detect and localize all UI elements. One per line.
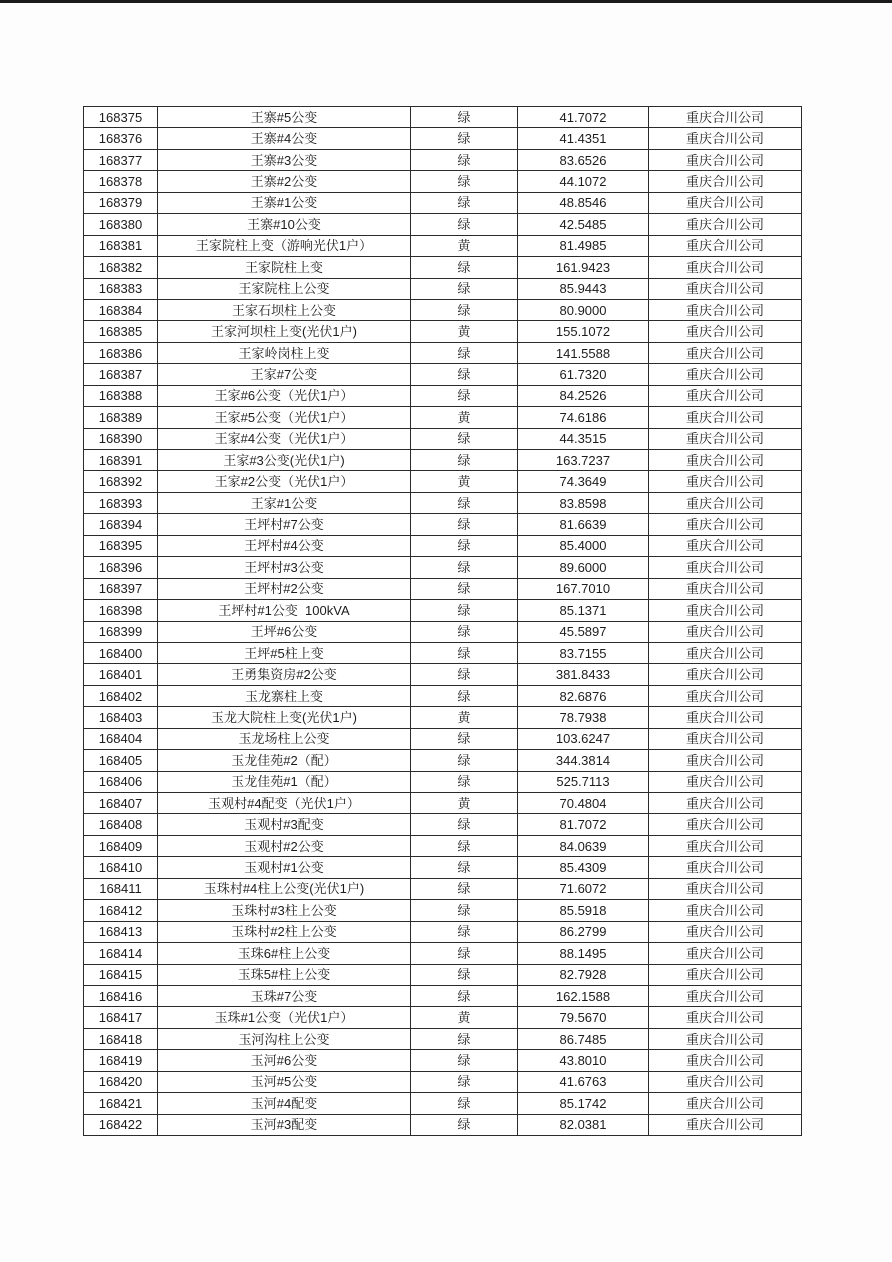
cell-status: 绿 [411,364,518,385]
cell-value: 344.3814 [518,750,649,771]
cell-value: 83.6526 [518,149,649,170]
cell-company: 重庆合川公司 [649,600,802,621]
cell-company: 重庆合川公司 [649,771,802,792]
table-row [84,107,802,128]
cell-id: 168386 [84,342,158,363]
cell-value: 83.7155 [518,642,649,663]
table-row [84,364,802,385]
cell-id: 168413 [84,921,158,942]
table-row [84,535,802,556]
cell-value: 525.7113 [518,771,649,792]
table-row [84,1093,802,1114]
cell-status: 黄 [411,235,518,256]
cell-company: 重庆合川公司 [649,450,802,471]
table-row [84,707,802,728]
cell-status: 绿 [411,900,518,921]
cell-status: 绿 [411,578,518,599]
cell-company: 重庆合川公司 [649,407,802,428]
cell-company: 重庆合川公司 [649,278,802,299]
table-row [84,878,802,899]
cell-id: 168414 [84,943,158,964]
cell-value: 42.5485 [518,214,649,235]
cell-company: 重庆合川公司 [649,321,802,342]
cell-value: 45.5897 [518,621,649,642]
cell-company: 重庆合川公司 [649,1007,802,1028]
cell-value: 85.9443 [518,278,649,299]
cell-status: 绿 [411,107,518,128]
cell-name: 王家#3公变(光伏1户) [158,450,411,471]
cell-name: 王坪#6公变 [158,621,411,642]
cell-company: 重庆合川公司 [649,1114,802,1135]
cell-company: 重庆合川公司 [649,299,802,320]
cell-id: 168384 [84,299,158,320]
cell-status: 绿 [411,557,518,578]
table-row [84,407,802,428]
cell-name: 王坪村#2公变 [158,578,411,599]
table-row [84,514,802,535]
cell-status: 绿 [411,985,518,1006]
cell-value: 141.5588 [518,342,649,363]
table-row [84,257,802,278]
cell-name: 玉珠村#4柱上公变(光伏1户) [158,878,411,899]
cell-id: 168421 [84,1093,158,1114]
cell-id: 168418 [84,1028,158,1049]
cell-value: 155.1072 [518,321,649,342]
table-row [84,750,802,771]
cell-value: 81.6639 [518,514,649,535]
cell-company: 重庆合川公司 [649,985,802,1006]
cell-name: 玉珠6#柱上公变 [158,943,411,964]
cell-id: 168377 [84,149,158,170]
cell-id: 168401 [84,664,158,685]
cell-status: 绿 [411,964,518,985]
cell-name: 玉龙寨柱上变 [158,685,411,706]
cell-name: 王家#1公变 [158,492,411,513]
cell-status: 绿 [411,299,518,320]
cell-name: 王寨#2公变 [158,171,411,192]
cell-company: 重庆合川公司 [649,900,802,921]
cell-name: 王家院柱上变（游响光伏1户） [158,235,411,256]
cell-status: 黄 [411,471,518,492]
table-row [84,385,802,406]
cell-company: 重庆合川公司 [649,707,802,728]
cell-value: 162.1588 [518,985,649,1006]
cell-value: 85.5918 [518,900,649,921]
cell-id: 168393 [84,492,158,513]
cell-status: 黄 [411,793,518,814]
table-body [84,107,802,1136]
cell-company: 重庆合川公司 [649,128,802,149]
cell-value: 82.0381 [518,1114,649,1135]
cell-company: 重庆合川公司 [649,878,802,899]
cell-name: 玉珠5#柱上公变 [158,964,411,985]
cell-value: 41.4351 [518,128,649,149]
table-row [84,642,802,663]
table-row [84,771,802,792]
cell-id: 168411 [84,878,158,899]
cell-status: 绿 [411,514,518,535]
cell-status: 绿 [411,1028,518,1049]
cell-status: 绿 [411,1093,518,1114]
cell-name: 王寨#4公变 [158,128,411,149]
cell-status: 黄 [411,707,518,728]
cell-company: 重庆合川公司 [649,149,802,170]
cell-id: 168409 [84,835,158,856]
cell-name: 王坪村#3公变 [158,557,411,578]
cell-value: 85.1742 [518,1093,649,1114]
table-row [84,835,802,856]
cell-name: 玉珠#1公变（光伏1户） [158,1007,411,1028]
cell-name: 王寨#1公变 [158,192,411,213]
cell-status: 绿 [411,814,518,835]
cell-id: 168412 [84,900,158,921]
cell-id: 168387 [84,364,158,385]
table-row [84,921,802,942]
cell-value: 70.4804 [518,793,649,814]
cell-value: 89.6000 [518,557,649,578]
cell-name: 王勇集资房#2公变 [158,664,411,685]
table-row [84,471,802,492]
cell-name: 玉观村#2公变 [158,835,411,856]
cell-value: 61.7320 [518,364,649,385]
cell-company: 重庆合川公司 [649,535,802,556]
cell-status: 绿 [411,492,518,513]
cell-company: 重庆合川公司 [649,1093,802,1114]
cell-id: 168422 [84,1114,158,1135]
cell-value: 44.1072 [518,171,649,192]
cell-value: 48.8546 [518,192,649,213]
table-row [84,857,802,878]
cell-status: 绿 [411,450,518,471]
table-row [84,793,802,814]
cell-id: 168405 [84,750,158,771]
cell-name: 玉珠村#2柱上公变 [158,921,411,942]
transformer-load-table [83,106,802,1136]
cell-company: 重庆合川公司 [649,342,802,363]
cell-status: 绿 [411,857,518,878]
cell-id: 168407 [84,793,158,814]
table-row [84,171,802,192]
table-row [84,728,802,749]
table-row [84,943,802,964]
table-row [84,128,802,149]
cell-status: 绿 [411,835,518,856]
cell-company: 重庆合川公司 [649,642,802,663]
table-row [84,621,802,642]
cell-id: 168388 [84,385,158,406]
table-row [84,1071,802,1092]
cell-id: 168415 [84,964,158,985]
table-row [84,299,802,320]
cell-company: 重庆合川公司 [649,257,802,278]
cell-company: 重庆合川公司 [649,964,802,985]
table-row [84,278,802,299]
cell-company: 重庆合川公司 [649,921,802,942]
cell-company: 重庆合川公司 [649,192,802,213]
cell-company: 重庆合川公司 [649,557,802,578]
cell-value: 82.7928 [518,964,649,985]
cell-name: 王家#2公变（光伏1户） [158,471,411,492]
cell-status: 绿 [411,750,518,771]
cell-status: 绿 [411,428,518,449]
cell-value: 84.2526 [518,385,649,406]
cell-name: 玉河#4配变 [158,1093,411,1114]
cell-value: 79.5670 [518,1007,649,1028]
cell-value: 81.7072 [518,814,649,835]
cell-status: 绿 [411,342,518,363]
cell-name: 王家#4公变（光伏1户） [158,428,411,449]
cell-id: 168378 [84,171,158,192]
cell-name: 王家院柱上公变 [158,278,411,299]
cell-id: 168381 [84,235,158,256]
cell-company: 重庆合川公司 [649,578,802,599]
cell-id: 168417 [84,1007,158,1028]
cell-status: 绿 [411,1071,518,1092]
table-row [84,450,802,471]
cell-status: 绿 [411,192,518,213]
cell-company: 重庆合川公司 [649,235,802,256]
cell-name: 玉珠村#3柱上公变 [158,900,411,921]
cell-company: 重庆合川公司 [649,685,802,706]
table-row [84,1007,802,1028]
cell-name: 王坪村#7公变 [158,514,411,535]
cell-status: 绿 [411,535,518,556]
cell-name: 玉龙佳苑#2（配） [158,750,411,771]
cell-value: 88.1495 [518,943,649,964]
scan-edge-artifact [0,0,892,3]
cell-id: 168395 [84,535,158,556]
cell-id: 168394 [84,514,158,535]
cell-status: 绿 [411,1050,518,1071]
cell-name: 王寨#10公变 [158,214,411,235]
table-row [84,192,802,213]
cell-value: 85.4000 [518,535,649,556]
cell-status: 绿 [411,214,518,235]
cell-id: 168404 [84,728,158,749]
cell-name: 王坪村#1公变 100kVA [158,600,411,621]
cell-value: 78.7938 [518,707,649,728]
cell-value: 83.8598 [518,492,649,513]
cell-name: 玉河沟柱上公变 [158,1028,411,1049]
cell-name: 王家#6公变（光伏1户） [158,385,411,406]
table-row [84,900,802,921]
cell-name: 王家#7公变 [158,364,411,385]
cell-status: 绿 [411,921,518,942]
cell-company: 重庆合川公司 [649,214,802,235]
cell-value: 41.7072 [518,107,649,128]
cell-company: 重庆合川公司 [649,171,802,192]
cell-value: 41.6763 [518,1071,649,1092]
cell-id: 168380 [84,214,158,235]
cell-company: 重庆合川公司 [649,664,802,685]
table-row [84,985,802,1006]
cell-name: 玉龙场柱上公变 [158,728,411,749]
table-row [84,557,802,578]
cell-company: 重庆合川公司 [649,943,802,964]
cell-value: 84.0639 [518,835,649,856]
cell-id: 168402 [84,685,158,706]
cell-name: 王家院柱上变 [158,257,411,278]
cell-value: 103.6247 [518,728,649,749]
cell-value: 86.7485 [518,1028,649,1049]
cell-value: 163.7237 [518,450,649,471]
cell-status: 黄 [411,407,518,428]
table-row [84,1114,802,1135]
cell-value: 44.3515 [518,428,649,449]
cell-id: 168400 [84,642,158,663]
cell-company: 重庆合川公司 [649,793,802,814]
table-row [84,492,802,513]
cell-value: 80.9000 [518,299,649,320]
table-row [84,149,802,170]
cell-status: 绿 [411,171,518,192]
cell-id: 168410 [84,857,158,878]
table-row [84,578,802,599]
cell-company: 重庆合川公司 [649,857,802,878]
cell-status: 黄 [411,1007,518,1028]
table-row [84,235,802,256]
cell-status: 绿 [411,149,518,170]
cell-status: 绿 [411,278,518,299]
cell-status: 黄 [411,321,518,342]
table-row [84,600,802,621]
cell-name: 玉龙大院柱上变(光伏1户) [158,707,411,728]
cell-id: 168385 [84,321,158,342]
cell-id: 168376 [84,128,158,149]
cell-value: 74.6186 [518,407,649,428]
cell-status: 绿 [411,257,518,278]
cell-value: 43.8010 [518,1050,649,1071]
cell-company: 重庆合川公司 [649,1071,802,1092]
cell-id: 168419 [84,1050,158,1071]
cell-id: 168398 [84,600,158,621]
cell-status: 绿 [411,1114,518,1135]
cell-id: 168392 [84,471,158,492]
cell-status: 绿 [411,771,518,792]
cell-value: 74.3649 [518,471,649,492]
cell-value: 161.9423 [518,257,649,278]
cell-value: 85.4309 [518,857,649,878]
cell-name: 玉龙佳苑#1（配） [158,771,411,792]
cell-name: 玉观村#4配变（光伏1户） [158,793,411,814]
cell-id: 168420 [84,1071,158,1092]
cell-name: 玉珠#7公变 [158,985,411,1006]
cell-status: 绿 [411,600,518,621]
cell-id: 168416 [84,985,158,1006]
cell-value: 381.8433 [518,664,649,685]
cell-value: 82.6876 [518,685,649,706]
cell-company: 重庆合川公司 [649,492,802,513]
cell-status: 绿 [411,943,518,964]
cell-name: 王寨#5公变 [158,107,411,128]
cell-company: 重庆合川公司 [649,514,802,535]
cell-id: 168396 [84,557,158,578]
cell-company: 重庆合川公司 [649,750,802,771]
cell-value: 167.7010 [518,578,649,599]
table-row [84,428,802,449]
cell-status: 绿 [411,878,518,899]
cell-status: 绿 [411,128,518,149]
table-row [84,1050,802,1071]
cell-status: 绿 [411,621,518,642]
cell-name: 玉河#5公变 [158,1071,411,1092]
cell-id: 168390 [84,428,158,449]
cell-name: 王坪#5柱上变 [158,642,411,663]
cell-id: 168408 [84,814,158,835]
cell-id: 168375 [84,107,158,128]
cell-id: 168403 [84,707,158,728]
cell-name: 王坪村#4公变 [158,535,411,556]
cell-id: 168382 [84,257,158,278]
cell-value: 81.4985 [518,235,649,256]
table-row [84,342,802,363]
table-row [84,685,802,706]
cell-company: 重庆合川公司 [649,364,802,385]
cell-id: 168399 [84,621,158,642]
cell-name: 王家河坝柱上变(光伏1户) [158,321,411,342]
cell-company: 重庆合川公司 [649,471,802,492]
cell-id: 168379 [84,192,158,213]
cell-name: 玉河#3配变 [158,1114,411,1135]
cell-company: 重庆合川公司 [649,835,802,856]
cell-name: 王家#5公变（光伏1户） [158,407,411,428]
cell-company: 重庆合川公司 [649,1050,802,1071]
cell-status: 绿 [411,664,518,685]
cell-id: 168397 [84,578,158,599]
table-row [84,664,802,685]
cell-id: 168406 [84,771,158,792]
cell-company: 重庆合川公司 [649,428,802,449]
table-row [84,321,802,342]
cell-company: 重庆合川公司 [649,107,802,128]
cell-name: 王家石坝柱上公变 [158,299,411,320]
cell-company: 重庆合川公司 [649,728,802,749]
cell-company: 重庆合川公司 [649,1028,802,1049]
table-row [84,814,802,835]
cell-company: 重庆合川公司 [649,814,802,835]
cell-id: 168383 [84,278,158,299]
cell-value: 71.6072 [518,878,649,899]
table-row [84,214,802,235]
cell-status: 绿 [411,385,518,406]
cell-status: 绿 [411,728,518,749]
cell-value: 86.2799 [518,921,649,942]
cell-status: 绿 [411,685,518,706]
cell-value: 85.1371 [518,600,649,621]
cell-name: 王寨#3公变 [158,149,411,170]
cell-name: 玉观村#3配变 [158,814,411,835]
cell-status: 绿 [411,642,518,663]
cell-id: 168389 [84,407,158,428]
cell-company: 重庆合川公司 [649,621,802,642]
table-row [84,1028,802,1049]
cell-company: 重庆合川公司 [649,385,802,406]
cell-id: 168391 [84,450,158,471]
table-row [84,964,802,985]
cell-name: 玉河#6公变 [158,1050,411,1071]
cell-name: 玉观村#1公变 [158,857,411,878]
cell-name: 王家岭岗柱上变 [158,342,411,363]
